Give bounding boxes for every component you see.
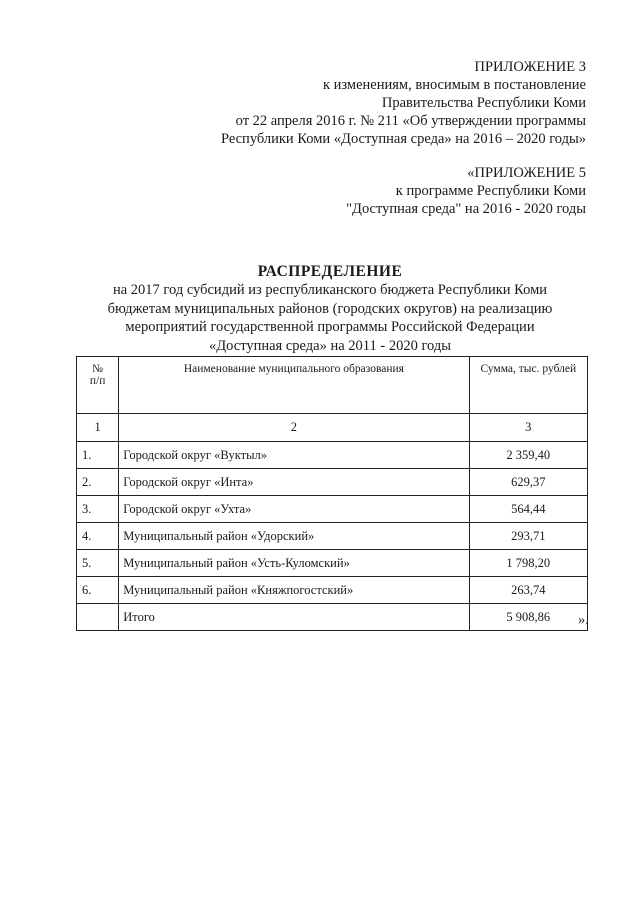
header-number [77,357,119,414]
row-sum: 629,37 [469,469,587,496]
total-label: Итого [119,604,469,631]
row-sum: 293,71 [469,523,587,550]
row-number: 2. [77,469,119,496]
row-municipality: Городской округ «Вуктыл» [119,442,469,469]
table-row [77,496,588,523]
row-number [77,604,119,631]
row-sum: 263,74 [469,577,587,604]
appendix-3-header [221,58,586,148]
appendix-5-line: "Доступная среда" на 2016 - 2020 годы [346,201,586,217]
column-index-cell: 2 [119,414,469,442]
appendix-3-line: к изменениям, вносимым в постановление [322,77,586,93]
column-index-row [77,414,588,442]
row-number: 1. [77,442,119,469]
row-sum: 564,44 [469,496,587,523]
table-row [77,523,588,550]
appendix-5-header [346,164,586,218]
appendix-3-line: от 22 апреля 2016 г. № 211 «Об утверждении программы [235,113,586,129]
column-index-cell: 1 [77,414,119,442]
appendix-5-line: «ПРИЛОЖЕНИЕ 5 [467,165,586,181]
row-municipality: Городской округ «Ухта» [119,496,469,523]
row-number: 3. [77,496,119,523]
row-municipality: Муниципальный район «Удорский» [119,523,469,550]
header-number-line1: № [92,363,104,375]
column-index-cell: 3 [469,414,587,442]
header-sum: Сумма, тыс. рублей [469,357,587,414]
appendix-5-line: к программе Республики Коми [395,183,586,199]
closing-quote-mark: ». [578,612,589,628]
table-row [77,577,588,604]
row-sum: 2 359,40 [469,442,587,469]
total-sum: 5 908,86 [469,604,587,631]
row-number: 5. [77,550,119,577]
header-municipality-name: Наименование муниципального образования [119,357,469,414]
appendix-3-line: Республики Коми «Доступная среда» на 2016 – 2020 годы» [220,131,586,147]
table-header-row [77,357,588,414]
subtitle-line: на 2017 год субсидий из республиканского бюджета Республики Коми [112,282,548,298]
row-municipality: Муниципальный район «Усть-Куломский» [119,550,469,577]
header-number-line2: п/п [89,375,106,387]
table-row [77,442,588,469]
distribution-table [76,356,588,631]
appendix-3-line: Правительства Республики Коми [381,95,586,111]
subtitle-line: «Доступная среда» на 2011 - 2020 годы [209,337,451,354]
table-row [77,469,588,496]
row-number: 4. [77,523,119,550]
subtitle-line: бюджетам муниципальных районов (городских округов) на реализацию [107,300,553,317]
subtitle-line: мероприятий государственной программы Российской Федерации [125,319,535,335]
row-municipality: Муниципальный район «Княжпогостский» [119,577,469,604]
table-row [77,550,588,577]
document-title: РАСПРЕДЕЛЕНИЕ [257,263,403,280]
row-sum: 1 798,20 [469,550,587,577]
total-row [77,604,588,631]
row-municipality: Городской округ «Инта» [119,469,469,496]
row-number: 6. [77,577,119,604]
document-subtitle [60,281,600,355]
appendix-3-line: ПРИЛОЖЕНИЕ 3 [474,59,586,75]
document-title-block [60,262,600,355]
